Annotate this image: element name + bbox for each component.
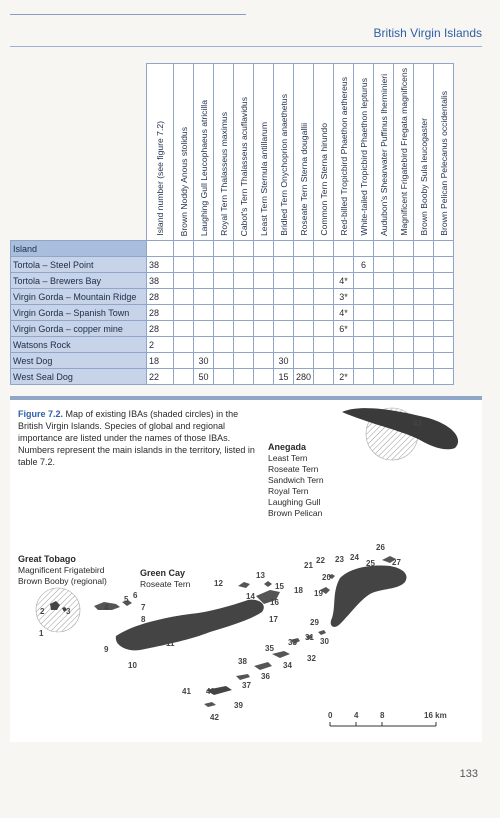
column-header bbox=[294, 64, 314, 241]
table-cell: 30 bbox=[194, 353, 214, 369]
row-island-name: West Dog bbox=[11, 353, 147, 369]
island-number-24: 24 bbox=[350, 553, 359, 562]
table-cell bbox=[294, 273, 314, 289]
table-cell bbox=[274, 337, 294, 353]
figure-panel bbox=[10, 396, 482, 742]
column-header bbox=[254, 64, 274, 241]
island-number-26: 26 bbox=[376, 543, 385, 552]
table-cell bbox=[334, 257, 354, 273]
row-island-name: Virgin Gorda – copper mine bbox=[11, 321, 147, 337]
table-cell bbox=[354, 241, 374, 257]
table-cell bbox=[434, 353, 454, 369]
green-cay-name: Green Cay bbox=[140, 568, 186, 578]
island-number-10: 10 bbox=[128, 661, 137, 670]
table-row bbox=[11, 369, 454, 385]
table-cell bbox=[174, 353, 194, 369]
column-header bbox=[314, 64, 334, 241]
island-number-22: 22 bbox=[316, 556, 325, 565]
column-header bbox=[434, 64, 454, 241]
table-cell bbox=[234, 289, 254, 305]
island-number-25: 25 bbox=[366, 559, 375, 568]
scale-tick-16: 16 km bbox=[424, 711, 447, 720]
green-cay-label-block bbox=[140, 568, 190, 590]
table-cell bbox=[314, 289, 334, 305]
table-cell bbox=[254, 305, 274, 321]
scale-tick-0: 0 bbox=[328, 711, 333, 720]
island-number-38: 38 bbox=[238, 657, 247, 666]
table-cell bbox=[174, 305, 194, 321]
table-cell bbox=[234, 353, 254, 369]
table-cell bbox=[374, 321, 394, 337]
species-name: Brown Pelican bbox=[268, 508, 323, 518]
column-header-label: Audubon's Shearwater Puffinus lherminieri bbox=[378, 74, 389, 236]
table-cell bbox=[314, 321, 334, 337]
table-cell bbox=[334, 337, 354, 353]
table-cell bbox=[254, 353, 274, 369]
table-cell: 15 bbox=[274, 369, 294, 385]
table-cell bbox=[414, 305, 434, 321]
table-cell bbox=[194, 289, 214, 305]
table-cell bbox=[234, 257, 254, 273]
table-cell: 6 bbox=[354, 257, 374, 273]
table-cell bbox=[354, 353, 374, 369]
table-cell bbox=[374, 289, 394, 305]
table-cell bbox=[394, 369, 414, 385]
green-cay-species-list bbox=[140, 579, 190, 590]
column-header bbox=[174, 64, 194, 241]
table-cell bbox=[214, 257, 234, 273]
island-number-31: 31 bbox=[305, 633, 314, 642]
island-number-30: 30 bbox=[320, 637, 329, 646]
scale-tick-8: 8 bbox=[380, 711, 385, 720]
table-cell bbox=[254, 273, 274, 289]
species-name: Royal Tern bbox=[268, 486, 309, 496]
species-name: Magnificent Frigatebird bbox=[18, 565, 105, 575]
table-cell bbox=[274, 241, 294, 257]
column-header-label: Least Tern Sternula antillarum bbox=[258, 121, 269, 236]
table-row bbox=[11, 273, 454, 289]
row-island-name: Tortola – Brewers Bay bbox=[11, 273, 147, 289]
species-name: Sandwich Tern bbox=[268, 475, 324, 485]
table-cell bbox=[214, 305, 234, 321]
column-header-label: White-tailed Tropicbird Phaethon lepturus bbox=[358, 78, 369, 236]
table-cell: 22 bbox=[147, 369, 174, 385]
figure-caption-text: Map of existing IBAs (shaded circles) in the British Virgin Islands. Species of global and regional importance are listed under the names of those IBAs. Numbers represent the main islands in the territory, listed in table 7.2. bbox=[18, 409, 255, 467]
table-cell bbox=[374, 273, 394, 289]
table-row bbox=[11, 305, 454, 321]
table-row bbox=[11, 353, 454, 369]
table-cell: 4* bbox=[334, 305, 354, 321]
table-cell bbox=[294, 257, 314, 273]
table-cell bbox=[214, 321, 234, 337]
table-cell bbox=[174, 337, 194, 353]
great-tobago-label-block bbox=[18, 554, 107, 587]
column-header-label: Brown Booby Sula leucogaster bbox=[418, 118, 429, 236]
table-cell bbox=[234, 241, 254, 257]
island-number-33: 33 bbox=[288, 638, 297, 647]
island-number-34: 34 bbox=[283, 661, 292, 670]
island-number-8: 8 bbox=[141, 615, 146, 624]
island-number-21: 21 bbox=[304, 561, 313, 570]
table-cell bbox=[234, 369, 254, 385]
island-number-19: 19 bbox=[314, 589, 323, 598]
table-cell bbox=[174, 257, 194, 273]
table-cell: 28 bbox=[147, 305, 174, 321]
table-cell bbox=[314, 353, 334, 369]
table-cell bbox=[274, 257, 294, 273]
column-header-label: Royal Tern Thalasseus maximus bbox=[218, 112, 229, 236]
table-cell bbox=[314, 369, 334, 385]
island-number-41: 41 bbox=[182, 687, 191, 696]
table-cell bbox=[214, 353, 234, 369]
table-cell bbox=[314, 337, 334, 353]
table-cell bbox=[274, 273, 294, 289]
table-cell bbox=[414, 353, 434, 369]
table-cell bbox=[394, 353, 414, 369]
island-number-18: 18 bbox=[294, 586, 303, 595]
table-cell: 6* bbox=[334, 321, 354, 337]
island-number-1: 1 bbox=[39, 629, 44, 638]
table-cell bbox=[174, 289, 194, 305]
virgin-gorda-island bbox=[331, 566, 407, 627]
table-cell bbox=[434, 305, 454, 321]
table-cell bbox=[274, 289, 294, 305]
column-header-label: Red-billed Tropicbird Phaethon aethereus bbox=[338, 77, 349, 236]
table-cell bbox=[294, 337, 314, 353]
island-number-2: 2 bbox=[40, 607, 45, 616]
table-cell bbox=[314, 273, 334, 289]
table-cell bbox=[274, 321, 294, 337]
table-cell bbox=[254, 369, 274, 385]
row-island-name: Watsons Rock bbox=[11, 337, 147, 353]
anegada-name: Anegada bbox=[268, 442, 307, 452]
island-column-label: Island bbox=[11, 241, 147, 257]
table-cell bbox=[374, 257, 394, 273]
table-cell bbox=[414, 257, 434, 273]
table-cell bbox=[434, 257, 454, 273]
table-cell bbox=[354, 337, 374, 353]
cooper-island bbox=[272, 651, 290, 658]
island-number-3: 3 bbox=[66, 607, 71, 616]
peter-island bbox=[236, 674, 250, 680]
table-cell bbox=[414, 321, 434, 337]
salt-island bbox=[254, 662, 272, 670]
tortola-island bbox=[116, 600, 264, 651]
table-cell bbox=[194, 257, 214, 273]
figure-caption-label: Figure 7.2. bbox=[18, 409, 64, 419]
anegada-label-block bbox=[268, 442, 324, 519]
table-cell bbox=[434, 369, 454, 385]
table-cell bbox=[434, 241, 454, 257]
table-cell bbox=[174, 321, 194, 337]
island-number-5: 5 bbox=[124, 595, 129, 604]
header-rule bbox=[10, 46, 482, 47]
column-header bbox=[374, 64, 394, 241]
table-cell: 3* bbox=[334, 289, 354, 305]
column-header-label: Common Tern Sterna hirundo bbox=[318, 123, 329, 236]
table-cell bbox=[174, 369, 194, 385]
species-name: Roseate Tern bbox=[268, 464, 319, 474]
island-number-35: 35 bbox=[265, 644, 274, 653]
table-cell bbox=[194, 337, 214, 353]
running-header-title: British Virgin Islands bbox=[373, 26, 482, 40]
island-number-40: 40 bbox=[206, 687, 215, 696]
header-top-line bbox=[10, 14, 246, 15]
table-cell: 18 bbox=[147, 353, 174, 369]
column-header-label: Laughing Gull Leucophaeus atricilla bbox=[198, 99, 209, 236]
table-cell bbox=[394, 305, 414, 321]
table-cell bbox=[294, 289, 314, 305]
table-cell bbox=[254, 289, 274, 305]
column-header-label: Brown Noddy Anous stolidus bbox=[178, 126, 189, 236]
island-number-14: 14 bbox=[246, 592, 255, 601]
table-row bbox=[11, 257, 454, 273]
column-header-label: Bridled Tern Onychoprion anaethetus bbox=[278, 94, 289, 236]
column-header-label: Cabot's Tern Thalasseus acuflavidus bbox=[238, 96, 249, 236]
row-island-name: Tortola – Steel Point bbox=[11, 257, 147, 273]
table-cell bbox=[214, 289, 234, 305]
table-cell bbox=[194, 273, 214, 289]
island-number-4: 4 bbox=[104, 603, 109, 612]
column-header bbox=[394, 64, 414, 241]
row-island-name: Virgin Gorda – Mountain Ridge bbox=[11, 289, 147, 305]
table-cell bbox=[174, 241, 194, 257]
table-cell bbox=[354, 321, 374, 337]
table-cell bbox=[334, 353, 354, 369]
island-number-17: 17 bbox=[269, 615, 278, 624]
great-tobago-species-list bbox=[18, 565, 107, 587]
column-header-label: Island number (see figure 7.2) bbox=[155, 121, 165, 236]
row-island-name: Virgin Gorda – Spanish Town bbox=[11, 305, 147, 321]
column-header-label: Roseate Tern Sterna dougallii bbox=[298, 123, 309, 236]
table-cell bbox=[394, 321, 414, 337]
table-cell bbox=[414, 273, 434, 289]
table-cell bbox=[374, 305, 394, 321]
scale-bar bbox=[328, 711, 447, 726]
table-cell bbox=[414, 369, 434, 385]
table-cell bbox=[394, 337, 414, 353]
species-name: Brown Booby (regional) bbox=[18, 576, 107, 586]
island-number-9: 9 bbox=[104, 645, 109, 654]
table-cell bbox=[354, 305, 374, 321]
table-cell bbox=[434, 273, 454, 289]
table-cell bbox=[254, 337, 274, 353]
island-number-29: 29 bbox=[310, 618, 319, 627]
island-number-27: 27 bbox=[392, 558, 401, 567]
table-cell bbox=[147, 241, 174, 257]
table-cell: 4* bbox=[334, 273, 354, 289]
table-cell bbox=[214, 273, 234, 289]
island-number-15: 15 bbox=[275, 582, 284, 591]
table-cell bbox=[234, 305, 254, 321]
column-header bbox=[234, 64, 254, 241]
species-name: Least Tern bbox=[268, 453, 308, 463]
table-cell: 38 bbox=[147, 273, 174, 289]
table-cell: 38 bbox=[147, 257, 174, 273]
column-header bbox=[334, 64, 354, 241]
table-cell bbox=[194, 321, 214, 337]
table-cell: 28 bbox=[147, 289, 174, 305]
anegada-species-list bbox=[268, 453, 324, 519]
table-corner bbox=[11, 64, 147, 241]
table-cell: 2* bbox=[334, 369, 354, 385]
column-header-label: Magnificent Frigatebird Fregata magnificens bbox=[398, 68, 409, 236]
island-number-20: 20 bbox=[322, 573, 331, 582]
table-cell bbox=[214, 337, 234, 353]
table-cell bbox=[434, 337, 454, 353]
table-cell bbox=[414, 289, 434, 305]
island-number-13: 13 bbox=[256, 571, 265, 580]
table-cell bbox=[394, 257, 414, 273]
table-row bbox=[11, 289, 454, 305]
table-cell bbox=[434, 321, 454, 337]
column-header bbox=[214, 64, 234, 241]
table-cell bbox=[414, 241, 434, 257]
island-number-12: 12 bbox=[214, 579, 223, 588]
island-number-11: 11 bbox=[166, 639, 175, 648]
scale-tick-4: 4 bbox=[354, 711, 359, 720]
table-cell bbox=[194, 241, 214, 257]
table-cell bbox=[274, 305, 294, 321]
table-cell bbox=[354, 273, 374, 289]
table-cell bbox=[254, 257, 274, 273]
island-number-23: 23 bbox=[335, 555, 344, 564]
island-header-row bbox=[11, 241, 454, 257]
table-cell bbox=[334, 241, 354, 257]
great-tobago-name: Great Tobago bbox=[18, 554, 76, 564]
island-number-6: 6 bbox=[133, 591, 138, 600]
table-cell bbox=[414, 337, 434, 353]
table-cell bbox=[234, 337, 254, 353]
table-cell bbox=[254, 241, 274, 257]
iba-species-table bbox=[10, 63, 454, 385]
table-cell bbox=[194, 305, 214, 321]
table-cell bbox=[294, 241, 314, 257]
table-cell bbox=[234, 273, 254, 289]
table-cell bbox=[374, 241, 394, 257]
table-cell bbox=[234, 321, 254, 337]
island-number-42: 42 bbox=[210, 713, 219, 722]
island-number-43: 43 bbox=[413, 419, 422, 428]
row-island-name: West Seal Dog bbox=[11, 369, 147, 385]
column-header bbox=[274, 64, 294, 241]
table-cell bbox=[394, 241, 414, 257]
islet bbox=[264, 581, 272, 587]
table-header-row bbox=[11, 64, 454, 241]
table-cell bbox=[394, 289, 414, 305]
page-number: 133 bbox=[459, 768, 478, 780]
table-cell bbox=[294, 321, 314, 337]
species-name: Laughing Gull bbox=[268, 497, 321, 507]
pelican-island bbox=[204, 702, 216, 707]
table-cell bbox=[314, 305, 334, 321]
table-row bbox=[11, 337, 454, 353]
table-cell: 28 bbox=[147, 321, 174, 337]
table-cell bbox=[214, 241, 234, 257]
island-number-7: 7 bbox=[141, 603, 146, 612]
table-cell bbox=[374, 369, 394, 385]
table-cell bbox=[214, 369, 234, 385]
table-cell: 50 bbox=[194, 369, 214, 385]
species-name: Roseate Tern bbox=[140, 579, 191, 589]
column-header bbox=[354, 64, 374, 241]
island-number-32: 32 bbox=[307, 654, 316, 663]
table-cell: 30 bbox=[274, 353, 294, 369]
table-cell bbox=[294, 305, 314, 321]
table-cell bbox=[314, 257, 334, 273]
table-cell bbox=[354, 369, 374, 385]
column-header bbox=[147, 64, 174, 241]
table-cell bbox=[354, 289, 374, 305]
island-number-39: 39 bbox=[234, 701, 243, 710]
island-number-36: 36 bbox=[261, 672, 270, 681]
table-cell bbox=[374, 337, 394, 353]
column-header-label: Brown Pelican Pelecanus occidentalis bbox=[438, 91, 449, 236]
table-cell bbox=[294, 353, 314, 369]
table-cell bbox=[254, 321, 274, 337]
table-cell bbox=[314, 241, 334, 257]
table-cell: 2 bbox=[147, 337, 174, 353]
table-cell bbox=[374, 353, 394, 369]
table-cell bbox=[394, 273, 414, 289]
table-cell: 280 bbox=[294, 369, 314, 385]
island-number-16: 16 bbox=[270, 598, 279, 607]
table-body bbox=[11, 241, 454, 385]
table-cell bbox=[434, 289, 454, 305]
table-cell bbox=[174, 273, 194, 289]
island-number-28: 28 bbox=[350, 581, 359, 590]
green-cay-islet bbox=[238, 582, 250, 588]
column-header bbox=[194, 64, 214, 241]
column-header bbox=[414, 64, 434, 241]
island-number-37: 37 bbox=[242, 681, 251, 690]
table-row bbox=[11, 321, 454, 337]
